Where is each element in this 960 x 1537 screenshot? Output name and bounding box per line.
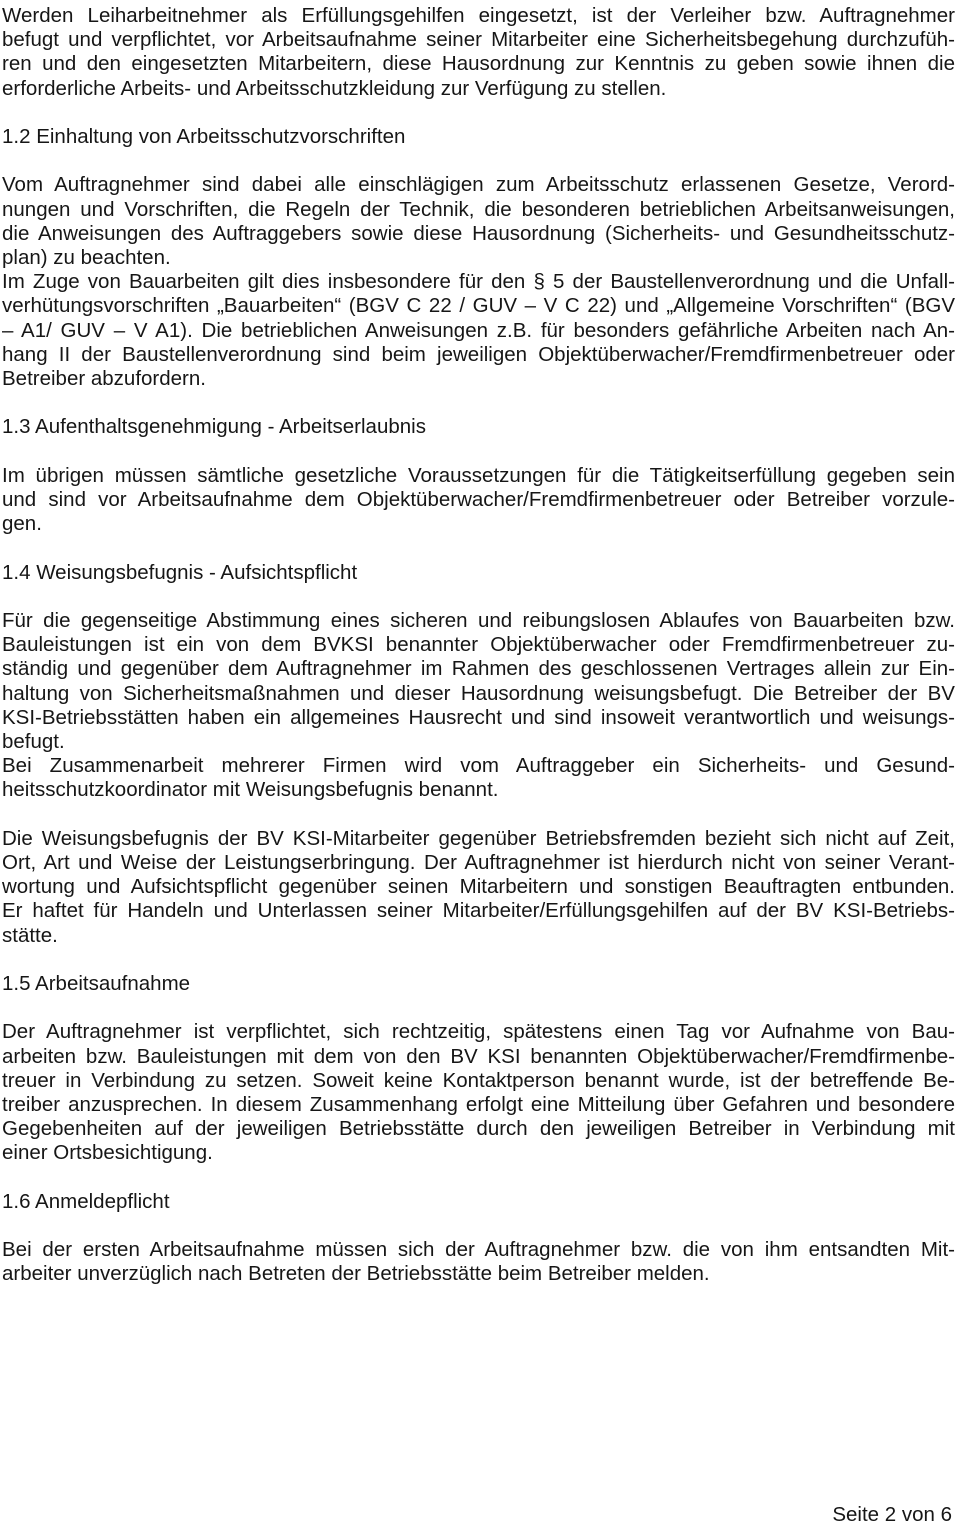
text-line: Er haftet für Handeln und Unterlassen seiner Mitarbeiter/Erfüllungsgehilfen auf der BV KSI-Betriebs- bbox=[2, 899, 955, 923]
text-line: Betreiber abzufordern. bbox=[2, 367, 206, 391]
section-heading: 1.3 Aufenthaltsgenehmigung - Arbeitserlaubnis bbox=[2, 415, 426, 439]
text-line: befugt. bbox=[2, 730, 65, 753]
text-line: Bei Zusammenarbeit mehrerer Firmen wird vom Auftraggeber ein Sicherheits- und Gesund- bbox=[2, 754, 955, 778]
text-line: heitsschutzkoordinator mit Weisungsbefugnis benannt. bbox=[2, 778, 499, 802]
text-line: arbeiter unverzüglich nach Betreten der Betriebsstätte beim Betreiber melden. bbox=[2, 1262, 710, 1286]
text-line: stätte. bbox=[2, 923, 58, 947]
text-line: Gegebenheiten auf der jeweiligen Betriebsstätte durch den jeweiligen Betreiber in Verbindung mit bbox=[2, 1117, 955, 1141]
text-line: ständig und gegenüber dem Auftragnehmer im Rahmen des geschlossenen Vertrages allein zur Ein- bbox=[2, 657, 955, 681]
paragraph bbox=[2, 173, 955, 270]
paragraph bbox=[2, 4, 955, 101]
text-line: Die Weisungsbefugnis der BV KSI-Mitarbeiter gegenüber Betriebsfremden bezieht sich nicht auf Zeit, bbox=[2, 826, 955, 850]
text-line: arbeiten bzw. Bauleistungen mit dem von den BV KSI benannten Objektüberwacher/Fremdfirmenbe- bbox=[2, 1044, 955, 1068]
text-line: gen. bbox=[2, 512, 42, 536]
paragraph bbox=[2, 827, 955, 948]
text-line: befugt und verpflichtet, vor Arbeitsaufnahme seiner Mitarbeiter eine Sicherheitsbegehung durchzufüh- bbox=[2, 28, 955, 52]
text-line: Vom Auftragnehmer sind dabei alle einschlägigen zum Arbeitsschutz erlassenen Gesetze, Verord- bbox=[2, 173, 955, 197]
text-line: einer Ortsbesichtigung. bbox=[2, 1141, 213, 1165]
text-line: Bei der ersten Arbeitsaufnahme müssen sich der Auftragnehmer bzw. die von ihm entsandten Mit- bbox=[2, 1238, 955, 1262]
section-heading: 1.6 Anmeldepflicht bbox=[2, 1189, 170, 1213]
text-line: Ort, Art und Weise der Leistungserbringung. Der Auftragnehmer ist hierdurch nicht von seiner Verant- bbox=[2, 851, 955, 874]
text-line: die Anweisungen des Auftraggebers sowie diese Hausordnung (Sicherheits- und Gesundheitsschutz- bbox=[2, 221, 955, 245]
text-line: KSI-Betriebsstätten haben ein allgemeines Hausrecht und sind insoweit verantwortlich und weisungs- bbox=[2, 705, 955, 729]
text-line: Werden Leiharbeitnehmer als Erfüllungsgehilfen eingesetzt, ist der Verleiher bzw. Auftragnehmer bbox=[2, 4, 955, 27]
text-line: nungen und Vorschriften, die Regeln der Technik, die besonderen betrieblichen Arbeitsanweisungen, bbox=[2, 197, 955, 221]
text-line: verhütungsvorschriften „Bauarbeiten“ (BGV C 22 / GUV – V C 22) und „Allgemeine Vorschriften“ (BGV bbox=[2, 294, 955, 318]
text-line: Im übrigen müssen sämtliche gesetzliche Voraussetzungen für die Tätigkeitserfüllung gegeben sein bbox=[2, 463, 955, 487]
paragraph bbox=[2, 270, 955, 391]
section-heading: 1.5 Arbeitsaufnahme bbox=[2, 972, 191, 995]
text-line: plan) zu beachten. bbox=[2, 246, 171, 269]
text-line: Für die gegenseitige Abstimmung eines sicheren und reibungslosen Ablaufes von Bauarbeiten bzw. bbox=[2, 608, 955, 632]
text-line: – A1/ GUV – V A1). Die betrieblichen Anweisungen z.B. für besonders gefährliche Arbeiten nach An- bbox=[2, 318, 955, 342]
paragraph bbox=[2, 464, 955, 537]
paragraph bbox=[2, 754, 955, 802]
text-line: Im Zuge von Bauarbeiten gilt dies insbesondere für den § 5 der Baustellenverordnung und die Unfall- bbox=[2, 270, 955, 294]
text-line: und sind vor Arbeitsaufnahme dem Objektüberwacher/Fremdfirmenbetreuer oder Betreiber vorzule- bbox=[2, 488, 955, 511]
section-heading: 1.4 Weisungsbefugnis - Aufsichtspflicht bbox=[2, 560, 358, 584]
text-line: haltung von Sicherheitsmaßnahmen und dieser Hausordnung weisungsbefugt. Die Betreiber der BV bbox=[2, 681, 955, 705]
text-line: wortung und Aufsichtspflicht gegenüber seinen Mitarbeitern und sonstigen Beauftragten entbunden. bbox=[2, 875, 955, 899]
text-line: erforderliche Arbeits- und Arbeitsschutzkleidung zur Verfügung zu stellen. bbox=[2, 76, 667, 100]
text-line: Bauleistungen ist ein von dem BVKSI benannter Objektüberwacher oder Fremdfirmenbetreuer zu- bbox=[2, 633, 955, 657]
paragraph bbox=[2, 1238, 955, 1286]
text-line: hang II der Baustellenverordnung sind beim jeweiligen Objektüberwacher/Fremdfirmenbetreuer oder bbox=[2, 342, 955, 366]
text-line: treuer in Verbindung zu setzen. Soweit keine Kontaktperson benannt wurde, ist der betreffende Be- bbox=[2, 1068, 955, 1092]
page-number-footer: Seite 2 von 6 bbox=[832, 1503, 952, 1526]
text-line: Der Auftragnehmer ist verpflichtet, sich rechtzeitig, spätestens einen Tag vor Aufnahme von Bau- bbox=[2, 1020, 955, 1044]
paragraph bbox=[2, 609, 955, 754]
paragraph bbox=[2, 1020, 955, 1165]
text-line: treiber anzusprechen. In diesem Zusammenhang erfolgt eine Mitteilung über Gefahren und besondere bbox=[2, 1093, 955, 1116]
section-heading: 1.2 Einhaltung von Arbeitsschutzvorschriften bbox=[2, 125, 406, 148]
text-line: ren und den eingesetzten Mitarbeitern, diese Hausordnung zur Kenntnis zu geben sowie ihnen die bbox=[2, 52, 955, 76]
